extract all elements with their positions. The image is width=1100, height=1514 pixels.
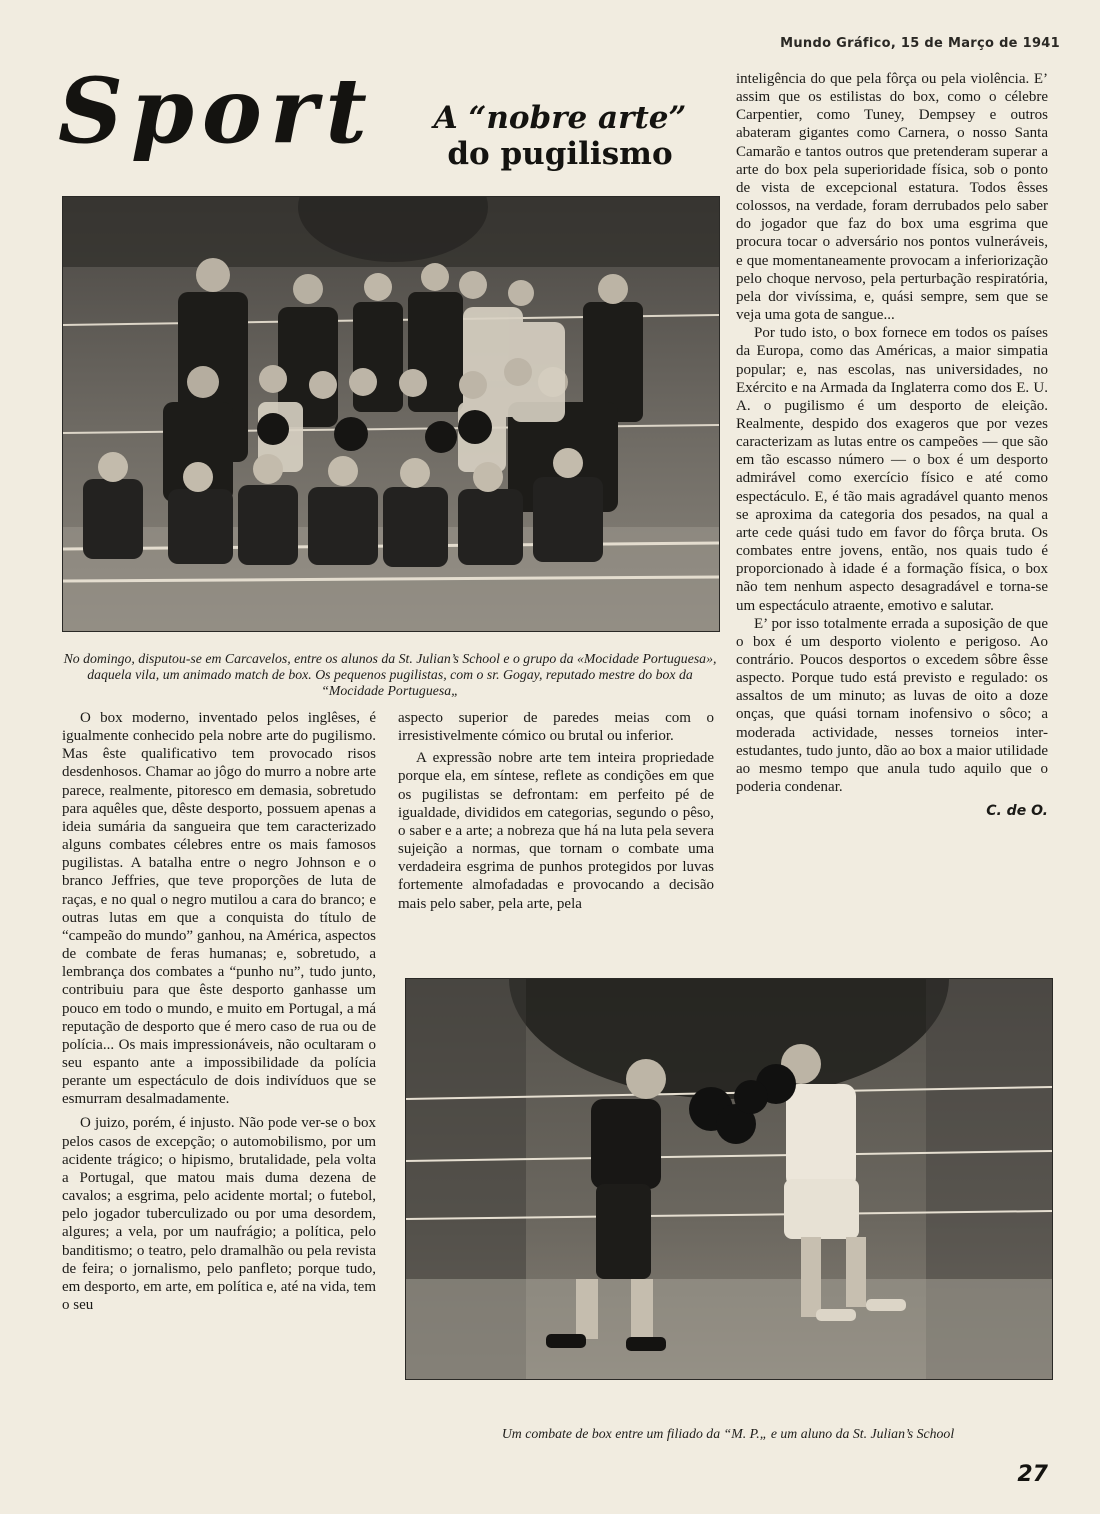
headline-line-2: do pugilismo — [447, 136, 673, 172]
author-signature: C. de O. — [986, 803, 1048, 820]
bout-photo — [405, 978, 1053, 1380]
team-photo-caption: No domingo, disputou-se em Carcavelos, entre os alunos da St. Julian’s School e o grupo da «Mocidade Portuguesa», daquela vila, um animado match de box. Os pequenos pugilistas, com o sr. Gogay, reputado mestre do box da “Mocidade Portuguesa„ — [63, 651, 717, 698]
article-paragraph: Por tudo isto, o box fornece em todos os países da Europa, como das Américas, a maior simpatia popular; e, nas escolas, nas universidades, no Exército e na Armada da Inglaterra como dos E. U. A. o pugilismo é um desporto de eleição. Realmente, despido dos exageros que por vezes caracterizam as lutas entre os campeões — que são em tão escasso número — o box é um desporto admirável como exercício físico e até como espectáculo. E, é tão mais agradável quanto menos se aproxima da categoria dos pesados, na qual a arte cede quási tudo em favor do fôrça bruta. Os combates entre jovens, então, nos quais tudo é proporcionado à idade é a formação física, o box não tem nenhum aspecto desagradável e torna-se um espectáculo atraente, emotivo e salutar. — [736, 325, 1048, 614]
bout-photo-caption: Um combate de box entre um filiado da “M. P.„ e um aluno da St. Julian’s School — [501, 1426, 955, 1441]
headline-line-1: A “nobre arte” — [433, 100, 687, 136]
article-paragraph: A expressão nobre arte tem inteira propriedade porque ela, em síntese, reflete as condições em que os pugilistas se defrontam: em perfeito pé de igualdade, divididos em categorias, segundo o pêso, o saber e a arte; a nobreza que há na luta pela severa sujeição a normas, que tornam o combate uma verdadeira esgrima de punhos protegidos por luvas fortemente almofadadas e provocando a decisão mais pelo saber, pela arte, pela — [398, 750, 714, 912]
section-masthead: Sport — [58, 58, 375, 164]
article-paragraph: aspecto superior de paredes meias com o irresistivelmente cómico ou brutal ou inferior. — [398, 710, 714, 745]
bout-photo-image — [406, 979, 1052, 1379]
team-photo-image — [63, 197, 719, 631]
article-paragraph: O juizo, porém, é injusto. Não pode ver-se o box pelos casos de excepção; o automobilismo, por um acidente trágico; o hipismo, brutalidade, pela volta a Portugal, que matou mais duma dezena de cavalos; a esgrima, pelo acidente mortal; o futebol, pelo jogador tuberculizado ou por uma desordem, algures; a vela, por um naufrágio; a política, pelo banditismo; o teatro, pelo dramalhão ou pela revista de feira; o jornalismo, pelo panfleto; porque tudo, em desporto, em arte, em política e, até na vida, tem o seu — [62, 1115, 376, 1313]
article-column-left — [62, 709, 376, 1314]
article-paragraph: O box moderno, inventado pelos inglêses, é igualmente conhecido pela nobre arte do pugilismo. Mas êste qualificativo tem provocado risos desdenhosos. Chamar ao jôgo do murro a nobre arte parece, realmente, pitoresco em demasia, sobretudo para aquêles que, dêste desporto, possuem apenas a ideia sumária da sangueira que tem caracterizado alguns combates célebres entre os mais famosos pugilistas. A batalha entre o negro Johnson e o branco Jeffries, que teve proporções de luta de raças, e no qual o negro mutilou a cara do branco; e outras lutas em que a conquista do título de “campeão do mundo” ganhou, na América, aspectos de combate de feras humanas; e, sobretudo, a lembrança dos combates a “punho nu”, tudo junto, contribuiu para que êste desporto ganhasse um pouco em todo o mundo, e muito em Portugal, a má reputação de desporto que é mero caso de rua ou de polícia... Os mais impressionáveis, não ocultaram o seu espanto ante a impossibilidade da polícia perante um espectáculo de dois indivíduos que se esmurram desalmadamente. — [62, 710, 376, 1108]
team-photo — [62, 196, 720, 632]
article-column-middle — [398, 709, 714, 913]
article-headline — [405, 100, 715, 172]
article-paragraph: inteligência do que pela fôrça ou pela violência. E’ assim que os estilistas do box, como o célebre Carpentier, como Tuney, Dempsey e outros abateram gigantes como Carnera, o nosso Santa Camarão e tantos outros que pretenderam superar a arte do box pela superioridade física, sob o ponto de vista de excepcional estatura. Todos êsses colossos, na verdade, foram derrubados pelo saber do jogador que faz do box uma esgrima que procura tocar o adversário nos pontos vulneráveis, e que momentaneamente provocam a inferiorização pelo choque nervoso, pela perturbação respiratória, pela dor vivíssima, e, quási sempre, sem que se veja uma gota de sangue... — [736, 71, 1048, 324]
page-number: 27 — [1017, 1462, 1048, 1487]
issue-line: Mundo Gráfico, 15 de Março de 1941 — [780, 36, 1060, 51]
article-column-right — [736, 70, 1048, 820]
article-paragraph: E’ por isso totalmente errada a suposição de que o box é um desporto violento e perigoso. Ao contrário. Poucos desportos o excedem sôbre êsse aspecto. Porque tudo está previsto e regulado: os assaltos de um minuto; as luvas de oito a doze onças, que quási tornam inofensivo o sôco; a moderada actividade, nesses torneios inter-estudantes, tudo junto, dão ao box a maior utilidade ao mesmo tempo que anula tudo aquilo que o poderia condenar. — [736, 615, 1048, 796]
